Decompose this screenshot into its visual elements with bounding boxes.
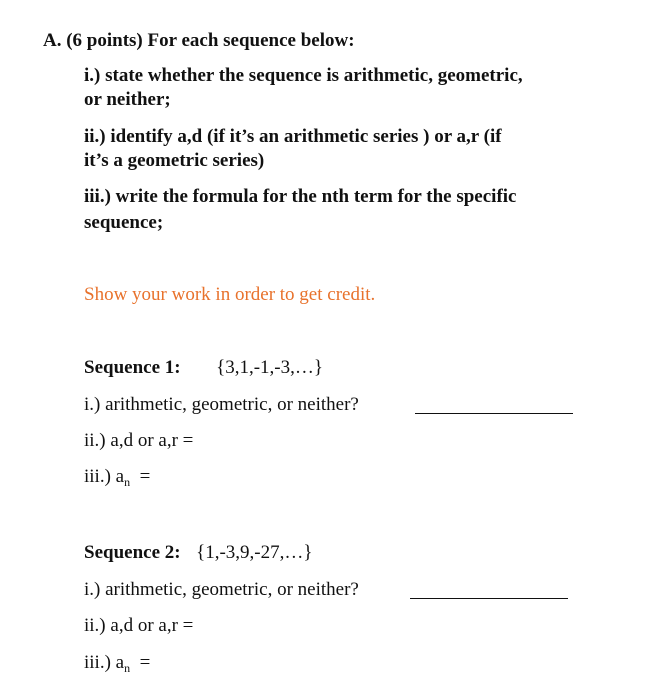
credit-note: Show your work in order to get credit. bbox=[84, 284, 376, 305]
sequence-1-terms: {3,1,-1,-3,…} bbox=[216, 357, 323, 378]
sequence-2-formula-equals: = bbox=[130, 652, 151, 673]
sequence-1-formula-prefix: iii.) a bbox=[84, 466, 125, 487]
sequence-2-question-params: ii.) a,d or a,r = bbox=[84, 615, 194, 636]
instruction-2-line-2: it’s a geometric series) bbox=[84, 150, 265, 171]
sequence-2-type-answer-blank[interactable] bbox=[410, 581, 568, 599]
instruction-2-line-1: ii.) identify a,d (if it’s an arithmetic series ) or a,r (if bbox=[84, 126, 502, 147]
sequence-1-question-params: ii.) a,d or a,r = bbox=[84, 430, 194, 451]
sequence-1-label: Sequence 1: bbox=[84, 357, 181, 378]
instruction-1-line-1: i.) state whether the sequence is arithmetic, geometric, bbox=[84, 65, 523, 86]
sequence-1-type-answer-blank[interactable] bbox=[415, 396, 573, 414]
sequence-2-question-type bbox=[84, 579, 359, 601]
sequence-2-question-type-label: i.) arithmetic, geometric, or neither? bbox=[84, 579, 359, 600]
sequence-1-heading bbox=[84, 357, 323, 379]
sequence-2-label: Sequence 2: bbox=[84, 542, 181, 563]
sequence-1-formula-subscript: n bbox=[124, 475, 131, 489]
sequence-1-formula-equals: = bbox=[130, 466, 151, 487]
sequence-1-question-type-label: i.) arithmetic, geometric, or neither? bbox=[84, 394, 359, 415]
sequence-1-question-formula bbox=[84, 466, 150, 488]
sequence-2-formula-prefix: iii.) a bbox=[84, 652, 125, 673]
section-header: A. (6 points) For each sequence below: bbox=[43, 30, 355, 51]
instruction-3-line-1: iii.) write the formula for the nth term for the specific bbox=[84, 186, 517, 207]
sequence-2-question-formula bbox=[84, 652, 150, 674]
sequence-1-question-type bbox=[84, 394, 359, 416]
sequence-2-formula-subscript: n bbox=[124, 661, 131, 675]
instruction-3-line-2: sequence; bbox=[84, 212, 164, 233]
sequence-2-heading bbox=[84, 542, 312, 564]
sequence-2-terms: {1,-3,9,-27,…} bbox=[196, 542, 313, 563]
instruction-1-line-2: or neither; bbox=[84, 89, 171, 110]
